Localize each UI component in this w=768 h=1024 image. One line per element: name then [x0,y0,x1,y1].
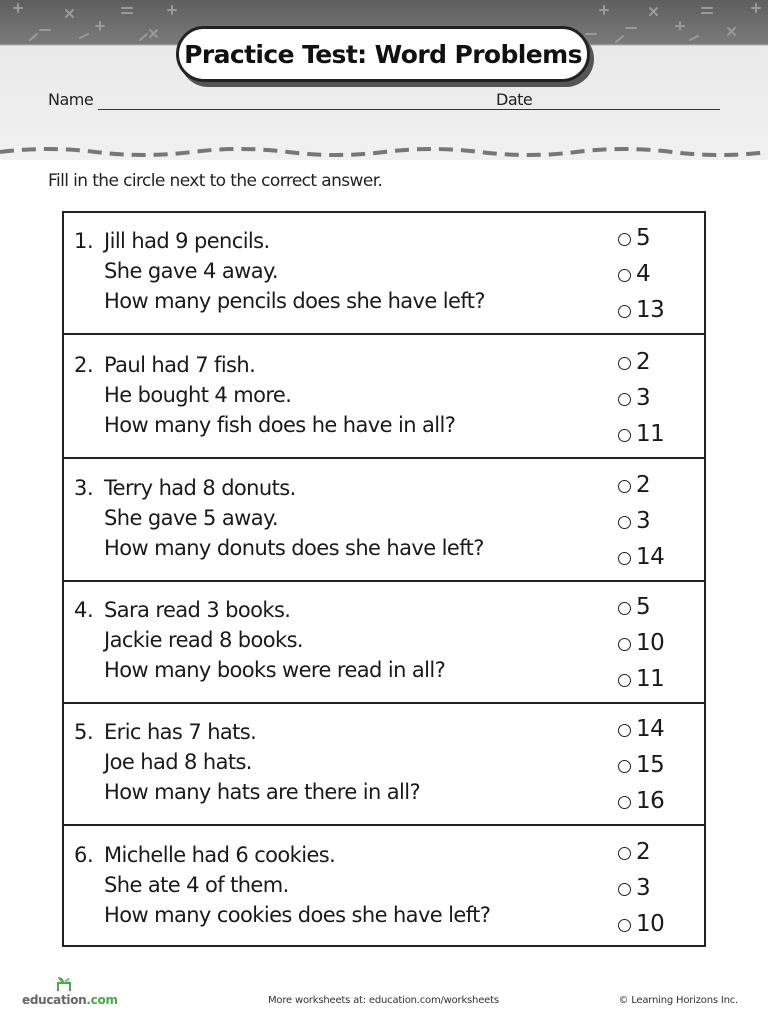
problem-line: Jill had 9 pencils. [104,229,270,253]
more-worksheets-link[interactable]: More worksheets at: education.com/worksheets [268,995,499,1006]
problem-line: She gave 4 away. [104,259,278,283]
answer-choice[interactable] [618,714,664,744]
header-band [0,0,768,160]
answer-circle-icon[interactable] [618,602,631,615]
answer-value: 2 [636,472,651,498]
answer-choice[interactable] [618,786,664,816]
answer-choice[interactable] [618,223,650,253]
answer-circle-icon[interactable] [618,516,631,529]
answer-choice[interactable] [618,750,664,780]
problem-4 [64,582,704,704]
answer-value: 14 [636,716,665,742]
answer-value: 2 [636,839,651,865]
problem-line: He bought 4 more. [104,383,292,407]
problem-line: She gave 5 away. [104,506,278,530]
answer-circle-icon[interactable] [618,357,631,370]
name-date-row [48,90,728,114]
problem-number: 5. [74,720,94,744]
worksheet-title: Practice Test: Word Problems [176,26,590,82]
problem-question: How many cookies does she have left? [104,903,491,927]
problem-question: How many donuts does she have left? [104,536,484,560]
answer-value: 3 [636,385,651,411]
footer [0,975,768,1015]
answer-choice[interactable] [618,592,650,622]
answer-choice[interactable] [618,873,650,903]
answer-choice[interactable] [618,383,650,413]
answer-circle-icon[interactable] [618,429,631,442]
answer-choice[interactable] [618,259,650,289]
logo-text [22,993,118,1007]
problems-table [62,211,706,947]
answer-circle-icon[interactable] [618,674,631,687]
answer-circle-icon[interactable] [618,638,631,651]
answer-choice[interactable] [618,909,664,939]
answer-value: 5 [636,225,651,251]
answer-choice[interactable] [618,470,650,500]
problem-line: Michelle had 6 cookies. [104,843,336,867]
problem-question: How many hats are there in all? [104,780,421,804]
answer-choice[interactable] [618,295,664,325]
problem-question: How many pencils does she have left? [104,289,485,313]
answer-circle-icon[interactable] [618,919,631,932]
answer-value: 14 [636,544,665,570]
problem-question: How many books were read in all? [104,658,446,682]
answer-value: 15 [636,752,665,778]
problem-line: Jackie read 8 books. [104,628,304,652]
problem-1 [64,213,704,335]
answer-value: 10 [636,630,665,656]
problem-line: Terry had 8 donuts. [104,476,296,500]
copyright: © Learning Horizons Inc. [618,995,738,1006]
problem-question: How many fish does he have in all? [104,413,456,437]
answer-choice[interactable] [618,506,650,536]
problem-3 [64,460,704,582]
answer-circle-icon[interactable] [618,393,631,406]
answer-choice[interactable] [618,664,664,694]
answer-circle-icon[interactable] [618,269,631,282]
answer-value: 11 [636,421,665,447]
answer-value: 3 [636,875,651,901]
answer-circle-icon[interactable] [618,760,631,773]
answer-circle-icon[interactable] [618,552,631,565]
problem-number: 3. [74,476,94,500]
problem-number: 6. [74,843,94,867]
problem-number: 4. [74,598,94,622]
answer-value: 4 [636,261,651,287]
answer-choice[interactable] [618,542,664,572]
wavy-divider [0,142,768,162]
answer-circle-icon[interactable] [618,796,631,809]
answer-circle-icon[interactable] [618,847,631,860]
answer-value: 5 [636,594,651,620]
answer-circle-icon[interactable] [618,305,631,318]
answer-circle-icon[interactable] [618,724,631,737]
answer-choice[interactable] [618,347,650,377]
answer-value: 11 [636,666,665,692]
problem-6 [64,827,704,949]
problem-line: Joe had 8 hats. [104,750,252,774]
answer-choice[interactable] [618,419,664,449]
name-field-line[interactable] [98,109,536,110]
problem-2 [64,337,704,459]
answer-value: 10 [636,911,665,937]
answer-value: 2 [636,349,651,375]
answer-value: 3 [636,508,651,534]
problem-5 [64,704,704,826]
instructions: Fill in the circle next to the correct answer. [48,171,383,191]
education-logo[interactable] [22,975,132,1011]
sprout-icon [54,975,74,993]
date-field-line[interactable] [534,109,720,110]
answer-value: 16 [636,788,665,814]
logo-suffix: .com [86,993,118,1007]
problem-line: Sara read 3 books. [104,598,291,622]
problem-line: Paul had 7 fish. [104,353,256,377]
name-label: Name [48,90,94,109]
problem-line: Eric has 7 hats. [104,720,257,744]
problem-number: 2. [74,353,94,377]
answer-circle-icon[interactable] [618,233,631,246]
logo-name: education [22,993,87,1007]
answer-circle-icon[interactable] [618,883,631,896]
answer-choice[interactable] [618,628,664,658]
problem-number: 1. [74,229,94,253]
problem-line: She ate 4 of them. [104,873,289,897]
answer-circle-icon[interactable] [618,480,631,493]
answer-value: 13 [636,297,665,323]
answer-choice[interactable] [618,837,650,867]
date-label: Date [496,90,533,109]
